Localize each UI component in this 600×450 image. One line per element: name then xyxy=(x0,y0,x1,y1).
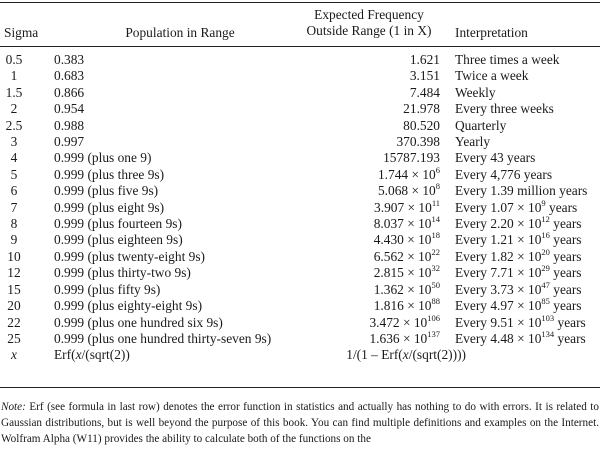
frequency-cell: 80.520 xyxy=(403,117,440,133)
interpretation-cell: Every 4,776 years xyxy=(455,166,553,182)
interpretation-exponent: 9 xyxy=(541,197,546,208)
formula-pop-prefix: Erf( xyxy=(54,347,76,363)
population-cell: 0.954 xyxy=(54,101,85,117)
table-row xyxy=(0,183,600,199)
table-header-rule xyxy=(0,46,600,47)
frequency-mantissa: 3.472 × 10 xyxy=(369,314,428,330)
sigma-cell: 3 xyxy=(10,134,18,150)
interpretation-prefix: Every 4.97 × 10 xyxy=(455,298,542,314)
frequency-exponent: 14 xyxy=(431,214,440,225)
interpretation-cell xyxy=(455,265,582,281)
frequency-exponent: 8 xyxy=(435,181,440,192)
interpretation-prefix: Every 1.21 × 10 xyxy=(455,232,542,248)
frequency-cell xyxy=(373,279,440,298)
interpretation-cell: Every three weeks xyxy=(455,101,554,117)
table-row xyxy=(0,328,600,347)
frequency-exponent: 11 xyxy=(431,197,440,208)
header-frequency-line1: Expected Frequency xyxy=(314,7,424,22)
population-cell: 0.999 (plus one 9) xyxy=(54,150,152,166)
frequency-exponent: 137 xyxy=(427,328,440,339)
interpretation-exponent: 20 xyxy=(541,246,550,257)
frequency-mantissa: 1.636 × 10 xyxy=(369,330,428,346)
interpretation-cell xyxy=(455,328,586,347)
sigma-cell: 8 xyxy=(10,216,18,232)
interpretation-exponent: 16 xyxy=(541,230,550,241)
formula-freq-variable: x xyxy=(402,347,409,363)
frequency-cell: 370.398 xyxy=(396,134,440,150)
frequency-mantissa: 1.744 × 10 xyxy=(377,166,436,182)
table-row xyxy=(0,68,600,84)
interpretation-exponent: 103 xyxy=(541,312,555,323)
interpretation-cell: Weekly xyxy=(455,84,496,100)
interpretation-suffix: years xyxy=(549,281,582,297)
interpretation-suffix: years xyxy=(549,298,582,314)
frequency-exponent: 88 xyxy=(431,296,440,307)
table-row xyxy=(0,52,600,68)
sigma-cell: 15 xyxy=(7,281,21,297)
interpretation-cell: Yearly xyxy=(455,134,491,150)
population-cell: 0.999 (plus twenty-eight 9s) xyxy=(54,248,205,264)
interpretation-cell xyxy=(455,312,586,331)
interpretation-prefix: Every 4.48 × 10 xyxy=(455,330,542,346)
frequency-cell: 15787.193 xyxy=(383,150,440,166)
interpretation-suffix: years xyxy=(545,199,578,215)
population-cell: 0.999 (plus eighteen 9s) xyxy=(54,232,183,248)
header-population: Population in Range xyxy=(125,25,235,40)
frequency-cell xyxy=(374,216,440,232)
interpretation-exponent: 85 xyxy=(541,296,550,307)
formula-freq-suffix: /(sqrt(2)))) xyxy=(408,347,466,363)
frequency-mantissa: 2.815 × 10 xyxy=(373,265,432,281)
sigma-cell: 5 xyxy=(10,166,18,182)
frequency-mantissa: 1.362 × 10 xyxy=(373,281,432,297)
header-sigma: Sigma xyxy=(4,25,39,40)
header-interpretation: Interpretation xyxy=(455,25,528,40)
note-text: Erf (see formula in last row) denotes the error function in statistics and actually has nothing to do with errors. It is related to Gaussian distributions, but is well beyond the purpose of this book. You can find multiple definitions and examples on the Internet. Wolfram Alpha (W11) provides the ability to calculate both of the functions on the xyxy=(1,401,599,445)
interpretation-cell xyxy=(455,246,582,265)
population-cell: 0.999 (plus three 9s) xyxy=(54,166,165,182)
table-body xyxy=(0,52,600,364)
sigma-cell: 22 xyxy=(7,314,21,330)
population-cell: 0.999 (plus five 9s) xyxy=(54,183,159,199)
population-cell: 0.997 xyxy=(54,134,85,150)
population-cell: 0.999 (plus one hundred thirty-seven 9s) xyxy=(54,330,272,346)
sigma-cell: 2.5 xyxy=(5,117,23,133)
population-cell: 0.683 xyxy=(54,68,85,84)
sigma-cell: 9 xyxy=(10,232,18,248)
frequency-cell xyxy=(374,265,440,281)
population-cell: 0.988 xyxy=(54,117,85,133)
table-row xyxy=(0,265,600,281)
table-row xyxy=(0,101,600,117)
frequency-mantissa: 3.907 × 10 xyxy=(374,199,432,215)
interpretation-cell: Three times a week xyxy=(455,52,560,67)
table-row xyxy=(0,197,600,216)
table-bottom-rule xyxy=(0,387,600,388)
frequency-cell: 1.621 xyxy=(409,52,440,67)
population-cell: 0.999 (plus one hundred six 9s) xyxy=(54,314,223,330)
interpretation-suffix: years xyxy=(554,330,586,346)
interpretation-cell: Every 1.39 million years xyxy=(455,183,588,199)
table-row xyxy=(0,118,600,134)
interpretation-exponent: 12 xyxy=(541,214,550,225)
sigma-cell: 0.5 xyxy=(5,52,23,67)
formula-freq-prefix: 1/(1 – Erf( xyxy=(346,347,403,363)
interpretation-prefix: Every 1.07 × 10 xyxy=(455,199,542,215)
frequency-cell xyxy=(373,246,440,265)
interpretation-cell xyxy=(455,197,578,216)
interpretation-prefix: Every 2.20 × 10 xyxy=(455,216,542,232)
header-frequency xyxy=(296,7,442,39)
sigma-cell: 25 xyxy=(7,330,21,346)
population-cell: 0.999 (plus thirty-two 9s) xyxy=(54,265,191,281)
interpretation-suffix: years xyxy=(549,216,582,232)
table-row xyxy=(0,216,600,232)
table-row xyxy=(0,134,600,150)
formula-pop-suffix: /(sqrt(2)) xyxy=(81,347,130,363)
sigma-cell: 12 xyxy=(7,265,21,281)
interpretation-cell xyxy=(455,232,582,248)
interpretation-cell xyxy=(455,216,582,232)
table-row xyxy=(0,279,600,298)
interpretation-exponent: 134 xyxy=(541,328,555,339)
interpretation-cell: Quarterly xyxy=(455,117,507,133)
frequency-mantissa: 6.562 × 10 xyxy=(373,248,432,264)
table-row xyxy=(0,164,600,183)
frequency-exponent: 22 xyxy=(431,246,440,257)
frequency-mantissa: 5.068 × 10 xyxy=(377,183,436,199)
population-cell: 0.866 xyxy=(54,84,85,100)
formula-population-cell xyxy=(54,347,130,363)
sigma-cell: 7 xyxy=(10,199,18,215)
formula-row xyxy=(0,347,600,363)
frequency-exponent: 6 xyxy=(435,164,440,175)
interpretation-suffix: years xyxy=(549,265,582,281)
population-cell: 0.999 (plus eight 9s) xyxy=(54,199,165,215)
sigma-cell: 6 xyxy=(10,183,18,199)
interpretation-cell xyxy=(455,298,582,314)
frequency-cell xyxy=(369,328,440,347)
table-row xyxy=(0,150,600,166)
sigma-cell: 20 xyxy=(7,298,21,314)
frequency-mantissa: 8.037 × 10 xyxy=(373,216,432,232)
frequency-exponent: 32 xyxy=(431,263,440,274)
interpretation-cell: Every 43 years xyxy=(455,150,536,166)
table-row xyxy=(0,232,600,248)
sigma-cell: 2 xyxy=(10,101,18,117)
frequency-cell xyxy=(374,232,440,248)
table-row xyxy=(0,312,600,331)
frequency-mantissa: 4.430 × 10 xyxy=(373,232,432,248)
interpretation-suffix: years xyxy=(549,248,582,264)
frequency-exponent: 106 xyxy=(427,312,440,323)
table-top-rule xyxy=(0,2,600,3)
header-frequency-line2: Outside Range (1 in X) xyxy=(306,23,432,38)
formula-frequency-cell xyxy=(346,347,466,363)
interpretation-prefix: Every 1.82 × 10 xyxy=(455,248,542,264)
interpretation-exponent: 47 xyxy=(541,279,550,290)
formula-pop-variable: x xyxy=(75,347,82,363)
sigma-cell: 10 xyxy=(7,248,21,264)
interpretation-suffix: years xyxy=(549,232,582,248)
interpretation-prefix: Every 7.71 × 10 xyxy=(455,265,542,281)
frequency-cell: 7.484 xyxy=(409,84,440,100)
sigma-cell: 1.5 xyxy=(5,84,23,100)
sigma-cell: 1 xyxy=(10,68,18,84)
interpretation-suffix: years xyxy=(554,314,586,330)
table-row xyxy=(0,246,600,265)
frequency-exponent: 50 xyxy=(431,279,440,290)
interpretation-prefix: Every 9.51 × 10 xyxy=(455,314,542,330)
interpretation-prefix: Every 3.73 × 10 xyxy=(455,281,542,297)
population-cell: 0.999 (plus eighty-eight 9s) xyxy=(54,298,203,314)
interpretation-cell: Twice a week xyxy=(455,68,529,84)
frequency-cell xyxy=(378,183,440,199)
frequency-mantissa: 1.816 × 10 xyxy=(373,298,432,314)
frequency-cell: 21.978 xyxy=(403,101,440,117)
note-label: Note: xyxy=(1,401,26,413)
interpretation-exponent: 29 xyxy=(541,263,550,274)
frequency-cell xyxy=(374,197,440,216)
table-note xyxy=(1,399,599,447)
sigma-cell: 4 xyxy=(10,150,18,166)
population-cell: 0.999 (plus fourteen 9s) xyxy=(54,216,182,232)
table-row xyxy=(0,85,600,101)
population-cell: 0.999 (plus fifty 9s) xyxy=(54,281,161,297)
frequency-cell: 3.151 xyxy=(409,68,440,84)
frequency-exponent: 18 xyxy=(431,230,440,241)
interpretation-cell xyxy=(455,279,582,298)
frequency-cell xyxy=(377,164,440,183)
formula-sigma-cell: x xyxy=(11,347,17,363)
table-row xyxy=(0,298,600,314)
population-cell: 0.383 xyxy=(54,52,85,67)
